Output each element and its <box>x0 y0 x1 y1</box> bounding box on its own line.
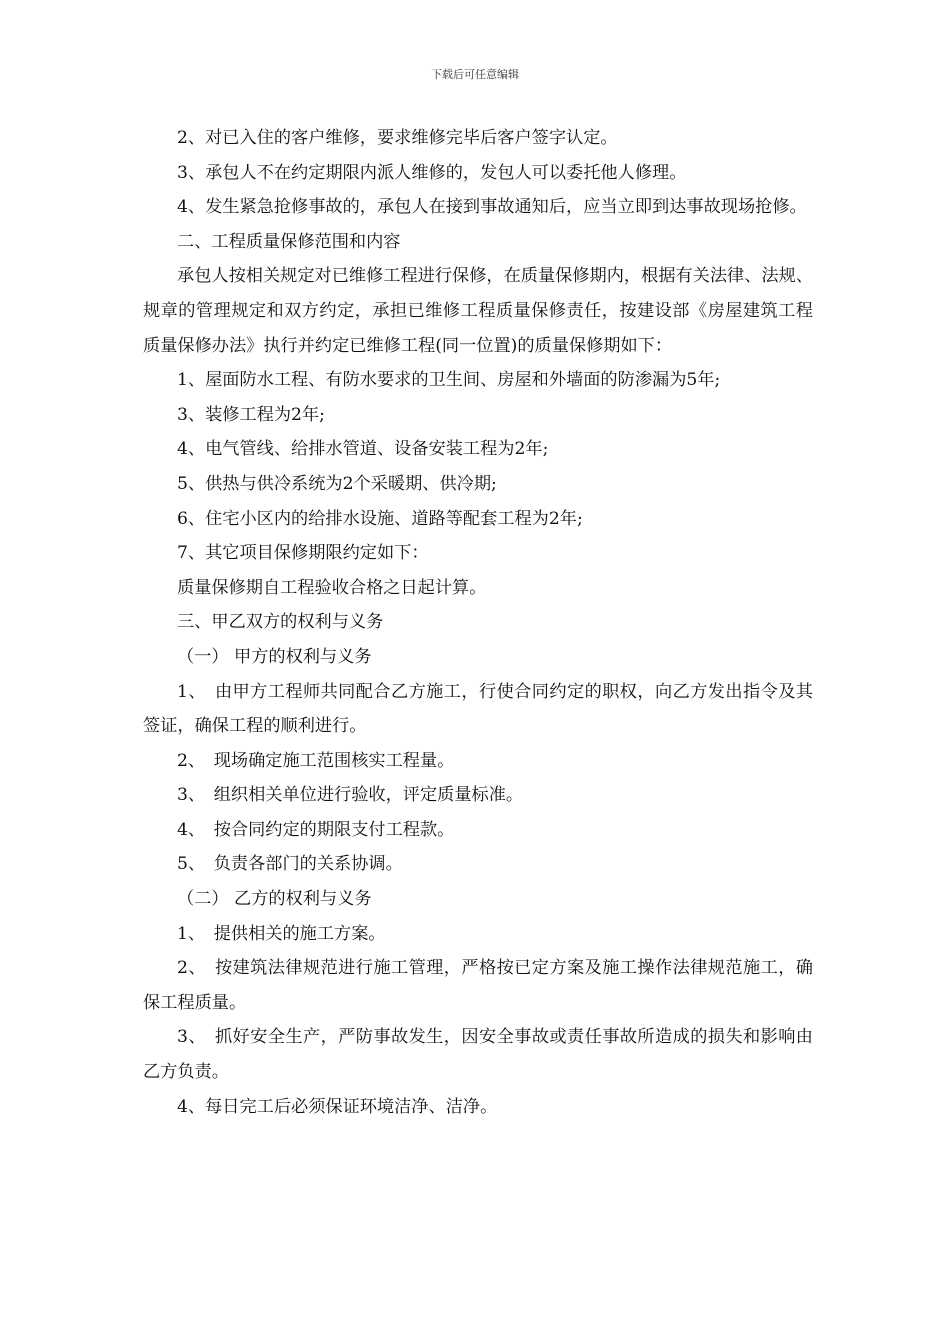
section-heading: 二、工程质量保修范围和内容 <box>177 231 401 252</box>
list-item: 3、装修工程为2年; <box>177 404 325 425</box>
list-item: 1、屋面防水工程、有防水要求的卫生间、房屋和外墙面的防渗漏为5年; <box>177 370 721 391</box>
paragraph: 质量保修期自工程验收合格之日起计算。 <box>177 577 487 598</box>
list-item: 1、 由甲方工程师共同配合乙方施工，行使合同约定的职权，向乙方发出指令及其签证，确保工程的顺利进行。 <box>143 681 813 737</box>
list-item: 1、 提供相关的施工方案。 <box>177 923 386 944</box>
list-item: 4、 按合同约定的期限支付工程款。 <box>177 819 455 840</box>
list-item: 2、 按建筑法律规范进行施工管理，严格按已定方案及施工操作法律规范施工，确保工程质量。 <box>143 958 813 1013</box>
list-item: 2、 现场确定施工范围核实工程量。 <box>177 750 455 771</box>
list-item: 6、住宅小区内的给排水设施、道路等配套工程为2年; <box>177 508 583 529</box>
list-item: 3、 组织相关单位进行验收，评定质量标准。 <box>177 785 524 806</box>
document-body <box>143 121 813 1124</box>
list-item: 4、每日完工后必须保证环境洁净、洁净。 <box>177 1096 498 1117</box>
list-item: 4、电气管线、给排水管道、设备安装工程为2年; <box>177 439 549 460</box>
list-item: 7、其它项目保修期限约定如下： <box>177 543 429 564</box>
list-item: 5、 负责各部门的关系协调。 <box>177 854 403 875</box>
paragraph: 承包人按相关规定对已维修工程进行保修，在质量保修期内，根据有关法律、法规、规章的管理规定和双方约定，承担已维修工程质量保修责任，按建设部《房屋建筑工程质量保修办法》执行并约定已维修工程(同一位置)的质量保修期如下： <box>143 266 813 356</box>
paragraph: 2、对已入住的客户维修，要求维修完毕后客户签字认定。 <box>177 128 618 148</box>
list-item: 5、供热与供冷系统为2个采暖期、供冷期; <box>177 473 497 494</box>
page-header-note: 下载后可任意编辑 <box>431 68 519 81</box>
section-heading: 三、甲乙双方的权利与义务 <box>177 612 384 633</box>
paragraph: 4、发生紧急抢修事故的，承包人在接到事故通知后，应当立即到达事故现场抢修。 <box>177 197 807 218</box>
list-item: 3、 抓好安全生产，严防事故发生，因安全事故或责任事故所造成的损失和影响由乙方负责。 <box>143 1027 813 1083</box>
subsection-heading: （二） 乙方的权利与义务 <box>177 889 372 910</box>
paragraph: 3、承包人不在约定期限内派人维修的，发包人可以委托他人修理。 <box>177 162 687 183</box>
subsection-heading: （一） 甲方的权利与义务 <box>177 646 372 667</box>
